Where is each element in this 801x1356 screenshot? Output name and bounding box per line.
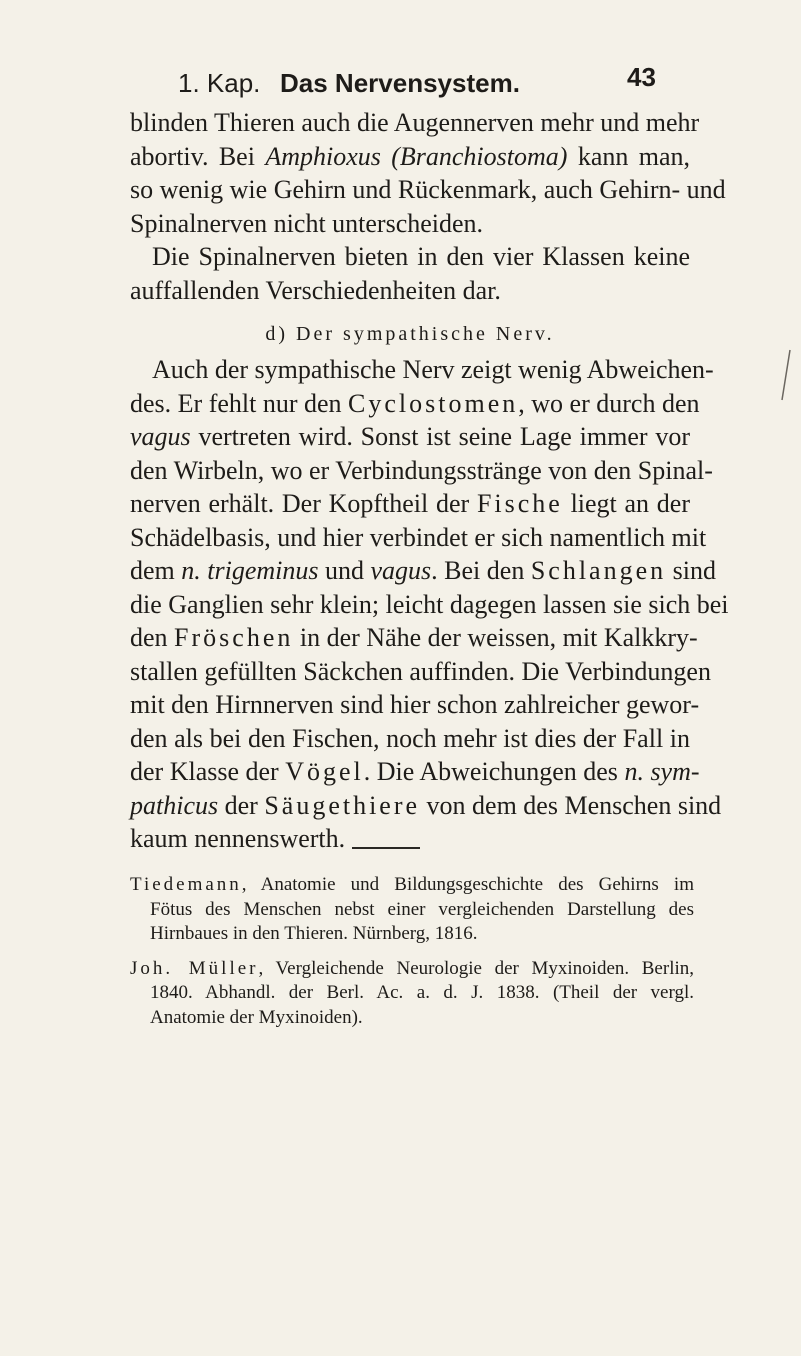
text-line: den als bei den Fischen, noch mehr ist dies der Fall in xyxy=(130,723,690,753)
spaced-term: Cyclostomen xyxy=(348,388,519,418)
taxon-name: Amphioxus (Branchiostoma) xyxy=(265,141,568,171)
italic-term: n. trigeminus xyxy=(181,556,319,585)
text-span: vertreten wird. Sonst ist seine Lage immer vor xyxy=(190,422,690,451)
footnote-line xyxy=(130,957,694,982)
text-line: Die Spinalnerven bieten in den vier Klassen keine xyxy=(152,242,690,271)
text-span: , wo er durch den xyxy=(518,388,700,418)
text-line xyxy=(130,554,716,588)
text-line: die Ganglien sehr klein; leicht dagegen lassen sie sich bei xyxy=(130,589,729,619)
text-line: stallen gefüllten Säckchen auffinden. Die Verbindungen xyxy=(130,656,711,686)
footnote-line xyxy=(130,873,694,898)
footnotes xyxy=(130,873,694,1040)
chapter-title: Das Nervensystem. xyxy=(280,68,520,98)
text-line: den Wirbeln, wo er Verbindungsstränge von den Spinal- xyxy=(130,455,713,485)
text-line: Schädelbasis, und hier verbindet er sich namentlich mit xyxy=(130,522,707,552)
text-line xyxy=(130,140,690,174)
text-span: , Anatomie und Bildungsgeschichte des Gehirns im xyxy=(241,874,694,895)
italic-term: vagus xyxy=(130,422,191,451)
text-line xyxy=(130,420,690,454)
text-span: kann man, xyxy=(567,141,690,171)
text-line: kaum nennenswerth. xyxy=(130,824,346,853)
text-span: des. Er fehlt nur den xyxy=(130,388,349,418)
text-span: dem xyxy=(130,556,182,585)
footnote-line: Fötus des Menschen nebst einer vergleichenden Darstellung des xyxy=(150,898,694,920)
text-line xyxy=(130,621,698,655)
page-number: 43 xyxy=(627,62,656,92)
italic-term: vagus xyxy=(370,556,432,585)
text-span: liegt an der xyxy=(562,489,690,518)
text-span: den xyxy=(130,623,175,652)
body-text xyxy=(130,106,729,856)
text-line xyxy=(130,755,700,789)
spaced-term: Vögel xyxy=(285,757,364,786)
text-span: nerven erhält. Der Kopftheil der xyxy=(130,489,477,518)
text-line: so wenig wie Gehirn und Rückenmark, auch Gehirn- und xyxy=(130,175,726,204)
text-span: in der Nähe der weissen, mit Kalkkry- xyxy=(293,623,698,652)
chapter-number: 1. Kap. xyxy=(178,68,261,98)
text-span: von dem des Menschen sind xyxy=(420,790,722,820)
footnote-line: Anatomie der Myxinoiden). xyxy=(150,1006,363,1028)
spaced-term: Fische xyxy=(476,489,563,518)
text-line xyxy=(130,387,700,421)
text-span: . Bei den xyxy=(431,556,531,585)
italic-term: pathicus xyxy=(130,790,219,820)
footnote-entry xyxy=(130,957,694,1031)
text-span: sind xyxy=(666,556,716,585)
text-span: . Die Abweichungen des xyxy=(363,757,625,786)
text-span: der xyxy=(218,790,265,820)
text-span: abortiv. Bei xyxy=(130,141,266,171)
running-head xyxy=(0,62,801,102)
footnote-author: Joh. Müller xyxy=(130,957,259,979)
footnote-line: Hirnbaues in den Thieren. Nürnberg, 1816. xyxy=(150,923,478,944)
footnote-entry xyxy=(130,873,694,947)
italic-term: n. sym- xyxy=(624,757,700,786)
text-line: mit den Hirnnerven sind hier schon zahlreicher gewor- xyxy=(130,690,700,719)
text-span: , Vergleichende Neurologie der Myxinoiden. Berlin, xyxy=(258,957,695,979)
text-line: blinden Thieren auch die Augennerven mehr und mehr xyxy=(130,108,700,137)
footnote-line: 1840. Abhandl. der Berl. Ac. a. d. J. 1838. (Theil der vergl. xyxy=(150,982,694,1003)
text-line: Auch der sympathische Nerv zeigt wenig Abweichen- xyxy=(152,355,714,384)
spaced-term: Fröschen xyxy=(174,623,294,652)
text-line xyxy=(130,487,690,521)
text-span: der Klasse der xyxy=(130,757,286,786)
text-line: Spinalnerven nicht unterscheiden. xyxy=(130,208,484,238)
margin-pencil-mark xyxy=(776,348,796,402)
footnote-author: Tiedemann xyxy=(130,874,242,895)
section-heading: d) Der sympathische Nerv. xyxy=(265,323,555,345)
text-line xyxy=(130,789,722,823)
text-line: auffallenden Verschiedenheiten dar. xyxy=(130,275,501,305)
spaced-term: Säugethiere xyxy=(264,790,421,820)
footnote-divider xyxy=(352,847,420,849)
spaced-term: Schlangen xyxy=(530,556,667,585)
text-span: und xyxy=(318,556,371,585)
